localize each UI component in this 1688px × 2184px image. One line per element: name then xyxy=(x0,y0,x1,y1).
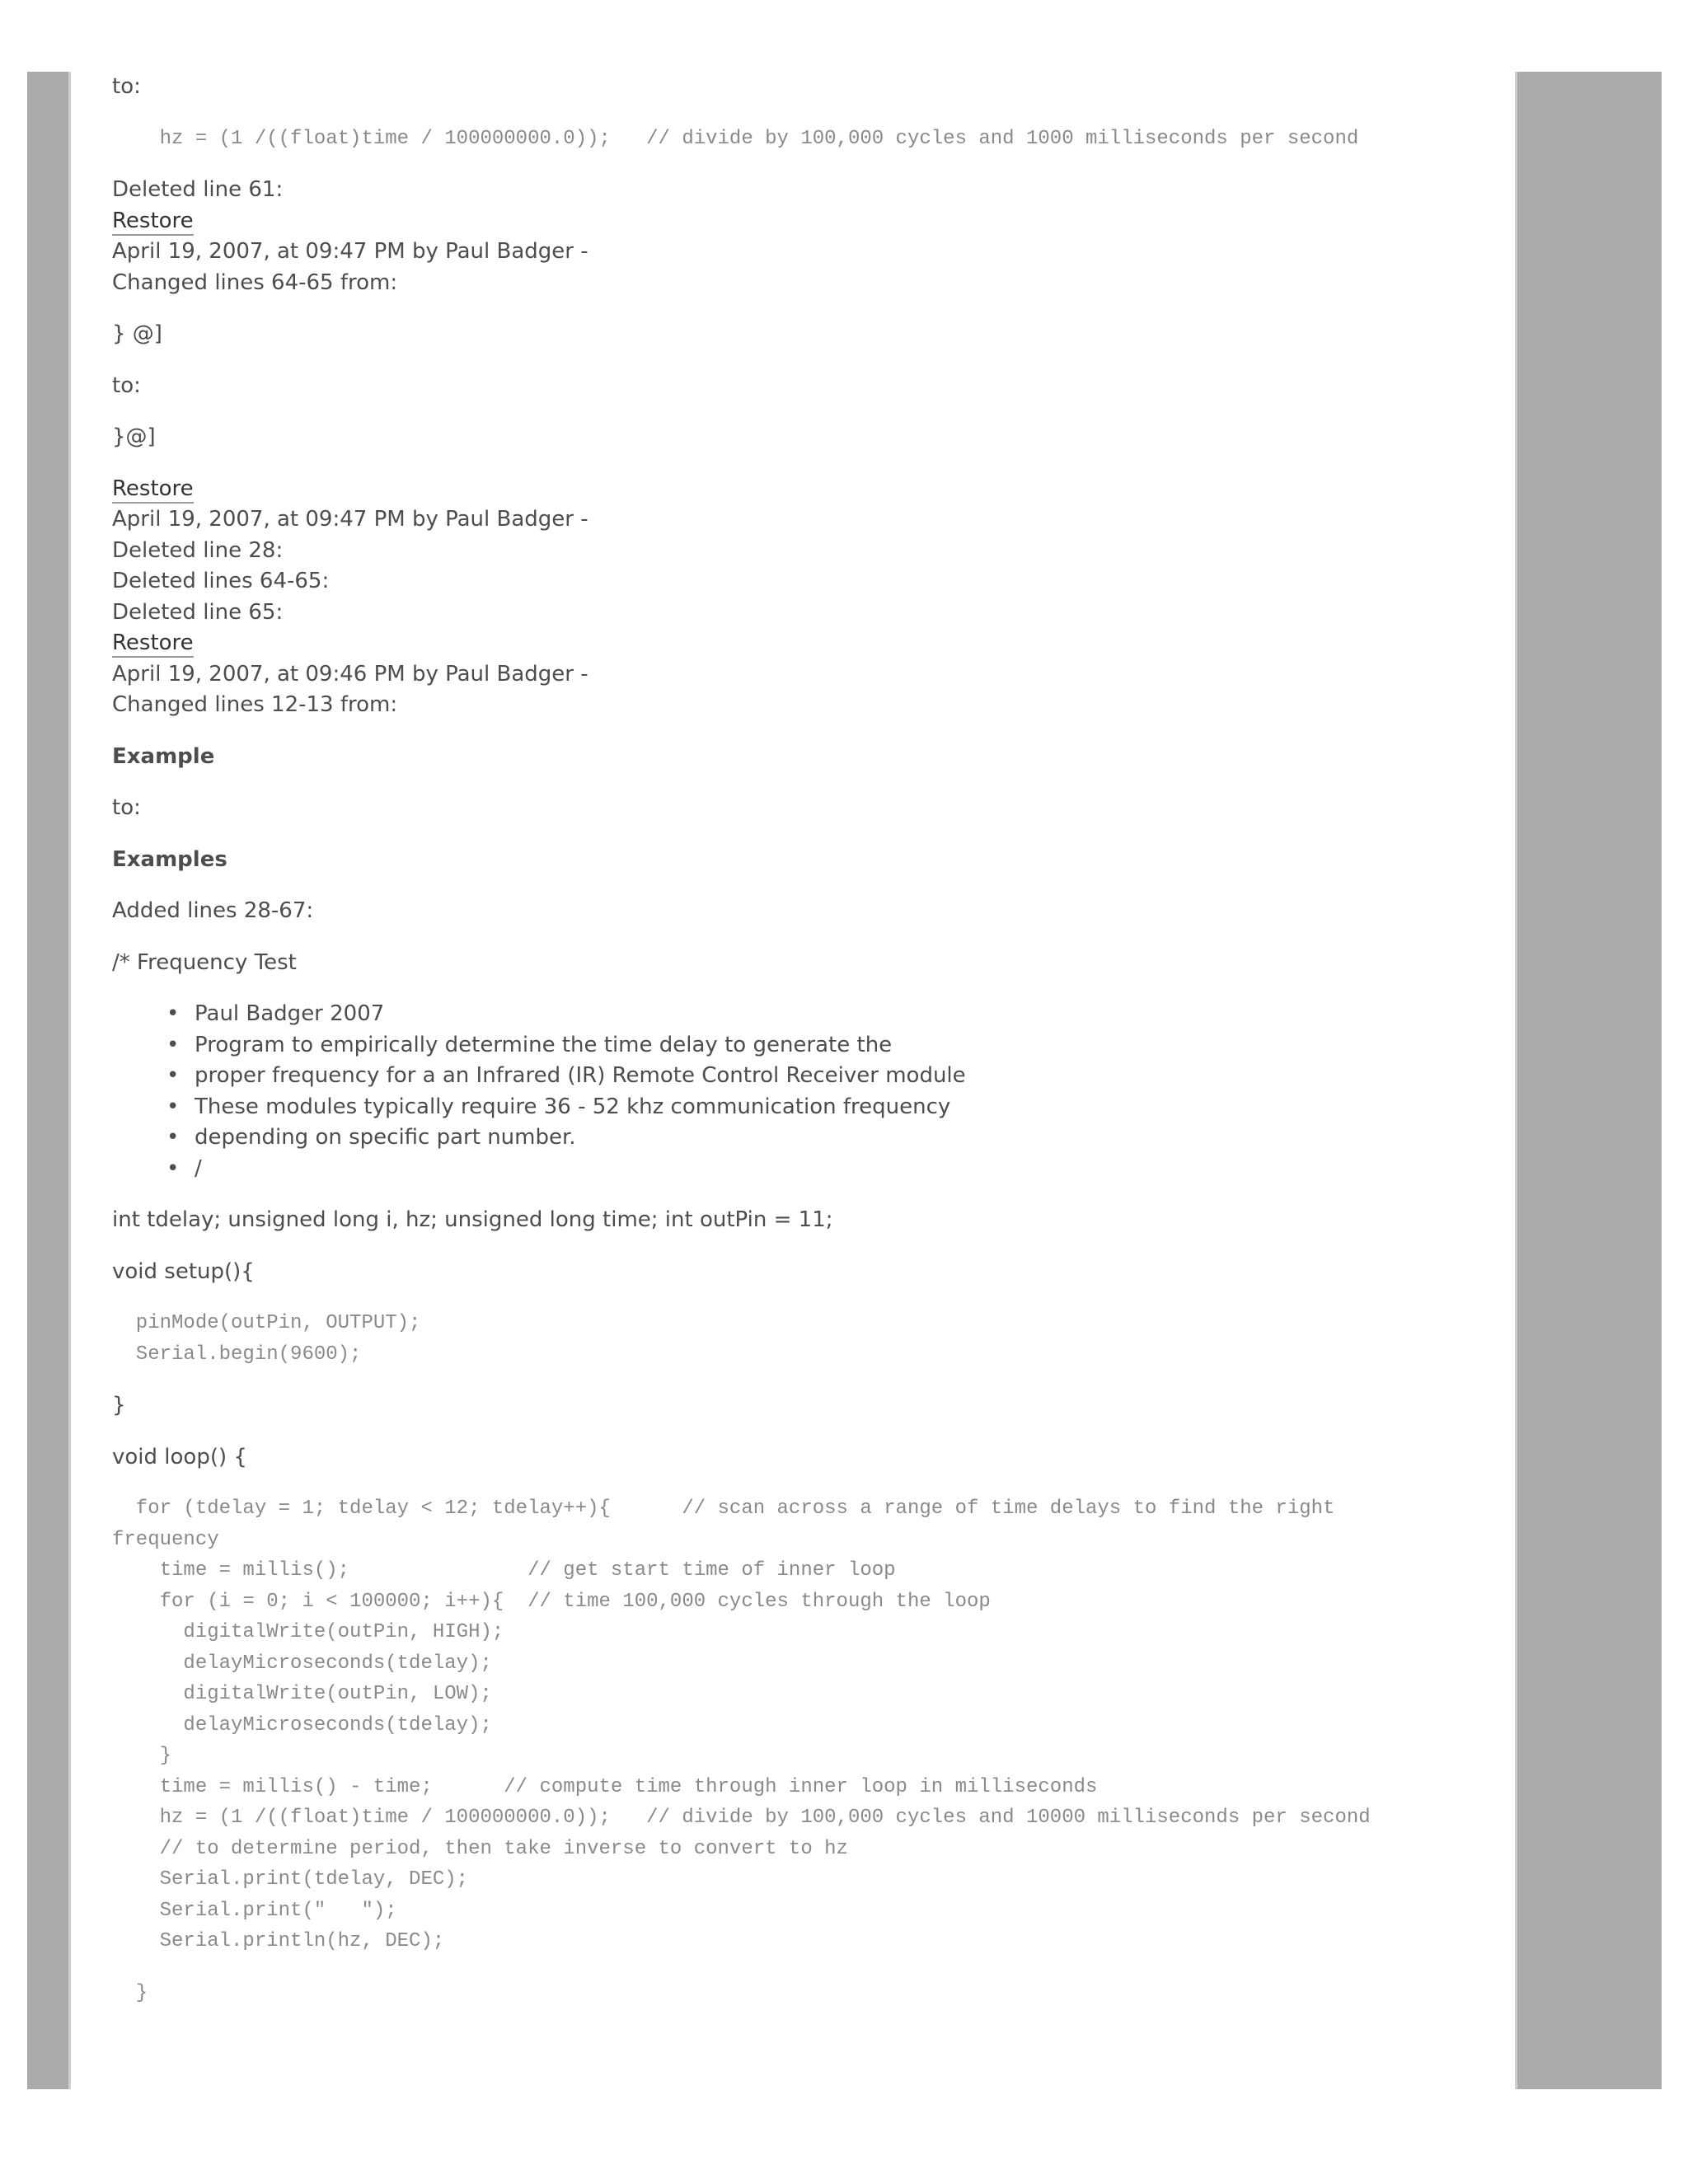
text-brace-at-2: }@] xyxy=(112,424,156,449)
text-added-lines: Added lines 28-67: xyxy=(112,898,314,923)
list-item: • Paul Badger 2007 xyxy=(195,999,1497,1030)
text-loop-open: void loop() { xyxy=(112,1444,247,1469)
code-loop-close: } xyxy=(112,1981,148,2004)
list-item: • Program to empirically determine the time delay to generate the xyxy=(195,1030,1497,1062)
comment-bullet-list xyxy=(112,999,1497,1184)
text-brace-at-1: } @] xyxy=(112,321,162,346)
text-to: to: xyxy=(112,74,141,99)
text-declarations: int tdelay; unsigned long i, hz; unsigned long time; int outPin = 11; xyxy=(112,1207,833,1232)
code-loop-body: for (tdelay = 1; tdelay < 12; tdelay++){ // scan across a range of time delays to find the right frequency time = millis(); // get start time of inner loop for (i = 0; i < 100000; i++){ // time 100,000 cycles through the loop digitalWrite(outPin, HIGH); delayMicroseconds(tdelay); digitalWrite(outPin, LOW); delayMicroseconds(tdelay); } time = millis() - time; // compute time through inner loop in milliseconds hz = (1 /((float)time / 100000000.0)); // divide by 100,000 cycles and 10000 milliseconds per second // to determine period, then take inverse to convert to hz Serial.print(tdelay, DEC); Serial.print(" "); Serial.println(hz, DEC); xyxy=(112,1497,1371,1952)
revision-meta-1: April 19, 2007, at 09:47 PM by Paul Badger - xyxy=(112,239,588,264)
text-changed-lines-64-65: Changed lines 64-65 from: xyxy=(112,269,398,295)
text-deleted-line-28: Deleted line 28: xyxy=(112,537,284,563)
text-setup-open: void setup(){ xyxy=(112,1258,255,1284)
text-changed-lines-12-13: Changed lines 12-13 from: xyxy=(112,692,398,717)
revision-meta-3: April 19, 2007, at 09:46 PM by Paul Badger - xyxy=(112,661,588,687)
code-setup-body: pinMode(outPin, OUTPUT); Serial.begin(9600); xyxy=(135,1312,421,1366)
page-history-content xyxy=(112,72,1497,2008)
text-deleted-line-65: Deleted line 65: xyxy=(112,599,284,625)
list-item: • / xyxy=(195,1154,1497,1185)
list-item: • proper frequency for a an Infrared (IR) Remote Control Receiver module xyxy=(195,1061,1497,1092)
code-hz-line: hz = (1 /((float)time / 100000000.0)); // divide by 100,000 cycles and 1000 milliseconds per second xyxy=(112,127,1359,150)
text-deleted-lines-64-65: Deleted lines 64-65: xyxy=(112,569,330,593)
heading-examples: Examples xyxy=(112,846,227,872)
left-sidebar xyxy=(27,72,71,2089)
restore-link-2[interactable]: Restore xyxy=(112,476,194,504)
list-item: • depending on specific part number. xyxy=(195,1122,1497,1154)
text-to: to: xyxy=(112,373,141,398)
right-sidebar xyxy=(1515,72,1662,2089)
revision-meta-2: April 19, 2007, at 09:47 PM by Paul Badger - xyxy=(112,507,588,532)
restore-link-1[interactable]: Restore xyxy=(112,209,194,236)
heading-example: Example xyxy=(112,743,215,769)
text-setup-close: } xyxy=(112,1393,126,1418)
list-item: • These modules typically require 36 - 52 khz communication frequency xyxy=(195,1092,1497,1123)
text-frequency-test: /* Frequency Test xyxy=(112,949,297,975)
text-deleted-line-61: Deleted line 61: xyxy=(112,177,284,202)
text-to: to: xyxy=(112,795,141,820)
restore-link-3[interactable]: Restore xyxy=(112,630,194,658)
